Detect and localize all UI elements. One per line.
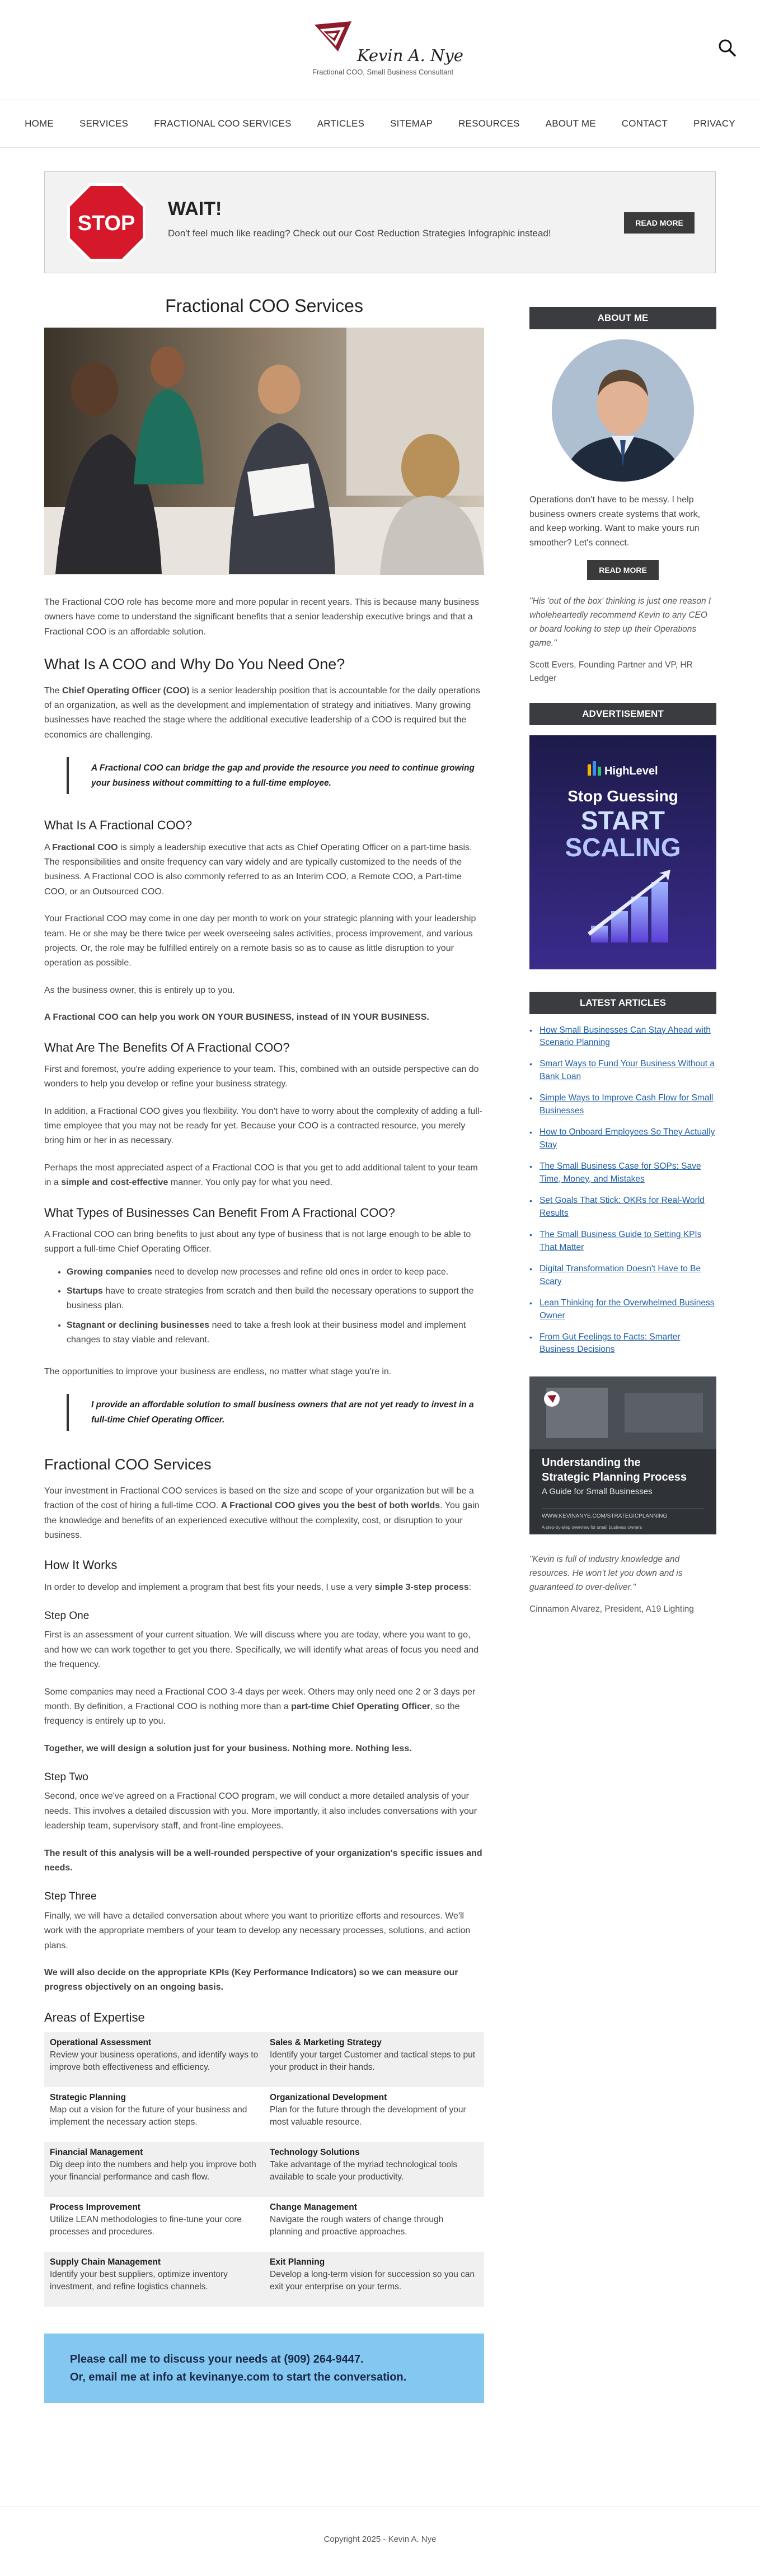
main-content [44, 291, 484, 2403]
area-item: Financial Management Dig deep into the numbers and help you improve both your financial performance and cash flow. [44, 2142, 264, 2197]
list-item [529, 1058, 716, 1083]
highlevel-advertisement[interactable] [529, 735, 716, 969]
testimonial-author: Cinnamon Alvarez, President, A19 Lighting [529, 1604, 694, 1614]
article-link[interactable]: Set Goals That Stick: OKRs for Real-World Results [539, 1196, 705, 1218]
step-three-paragraph: Finally, we will have a detailed conversation about where you want to prioritize efforts and resources. We'll work with the appropriate members of your team to develop any necessary processes, solutions, and action plans. [44, 1911, 471, 1950]
logo-name: Kevin A. Nye [357, 46, 463, 65]
area-item: Exit Planning Develop a long-term vision for succession so you can exit your enterprise on your terms. [264, 2252, 484, 2307]
area-item: Organizational Development Plan for the future through the development of your most valuable resource. [270, 2093, 466, 2127]
article-link[interactable]: The Small Business Guide to Setting KPIs That Matter [539, 1230, 702, 1252]
heading-step-one: Step One [44, 1610, 90, 1622]
nav-articles[interactable]: ARTICLES [317, 118, 365, 129]
nav-privacy[interactable]: PRIVACY [693, 118, 735, 129]
promo-url: WWW.KEVINANYE.COM/STRATEGICPLANNING [542, 1513, 668, 1519]
nav-about-me[interactable]: ABOUT ME [545, 118, 596, 129]
bullet-icon: • [529, 1230, 532, 1240]
list-item [529, 1126, 716, 1151]
wait-read-more-button[interactable]: READ MORE [624, 212, 695, 234]
areas-of-expertise-grid [44, 2032, 484, 2307]
bullet-icon: • [529, 1332, 532, 1342]
services-paragraph: Your investment in Fractional COO services is based on the size and scope of your organization but will be a fraction of the cost of hiring a full-time COO. A Fractional COO gives you the best of both worlds. You gain the knowledge and benefits of an experienced executive without the complexity, cost, or disruption to your business. [44, 1486, 480, 1540]
latest-articles-list [529, 1024, 716, 1356]
wait-text: Don't feel much like reading? Check out our Cost Reduction Strategies Infographic instead! [168, 228, 551, 239]
heading-services: Fractional COO Services [44, 1456, 212, 1473]
benefits-paragraph-1: First and foremost, you're adding experience to your team. This, combined with an outside perspective can do wonders to help you develop or refine your business strategy. [44, 1064, 479, 1089]
nav-services[interactable]: SERVICES [79, 118, 129, 129]
wait-title: WAIT! [168, 198, 222, 220]
list-item: • Growing companies need to develop new processes and refine old ones in order to keep pace. [67, 1265, 484, 1280]
promo-small-text: A step-by-step overview for small business owners [542, 1524, 642, 1530]
nav-home[interactable]: HOME [25, 118, 54, 129]
area-item: Supply Chain Management Identify your best suppliers, optimize inventory investment, and refine logistics channels. [44, 2252, 264, 2307]
avatar [552, 339, 694, 482]
page-title: Fractional COO Services [165, 296, 363, 316]
area-item: Technology Solutions Take advantage of the myriad technological tools available to scale your productivity. [264, 2142, 484, 2197]
coo-paragraph: The Chief Operating Officer (COO) is a senior leadership position that is accountable for the daily operations of an organization, as well as the development and implementation of strategy and initiatives. Many growing businesses have reached the stage where the additional executive leadership of a COO is required but the economics are challenging. [44, 685, 481, 740]
area-item: Strategic Planning Map out a vision for the future of your business and implement the necessary action steps. [50, 2093, 247, 2127]
business-types-paragraph-2: The opportunities to improve your business are endless, no matter what stage you're in. [44, 1366, 392, 1376]
promo-subtitle: A Guide for Small Businesses [542, 1486, 653, 1496]
stop-sign-text: STOP [77, 212, 135, 235]
list-item [529, 1092, 716, 1117]
list-item: • Stagnant or declining businesses need to take a fresh look at their business model and implement changes to stay viable and relevant. [67, 1318, 484, 1348]
heading-what-is-coo: What Is A COO and Why Do You Need One? [44, 655, 345, 673]
site-header [0, 0, 760, 100]
quote-bridge-gap: A Fractional COO can bridge the gap and provide the resource you need to continue growing your business without committing to a full-time employee. [67, 757, 484, 794]
logo-mark-icon [312, 19, 363, 64]
how-it-works-paragraph: In order to develop and implement a program that best fits your needs, I use a very simple 3-step process: [44, 1582, 472, 1592]
testimonial-author: Scott Evers, Founding Partner and VP, HR Ledger [529, 660, 693, 684]
advertisement-widget-title: ADVERTISEMENT [529, 703, 716, 725]
bullet-icon: • [529, 1060, 532, 1069]
list-item [529, 1024, 716, 1049]
list-item [529, 1229, 716, 1254]
site-footer [0, 2507, 760, 2576]
bullet-icon: • [529, 1094, 532, 1103]
ad-line2: START [581, 806, 665, 836]
article-link[interactable]: Lean Thinking for the Overwhelmed Business Owner [539, 1298, 715, 1320]
fractional-coo-paragraph-2: Your Fractional COO may come in one day per month to work on your strategic planning with your leadership team. He or she may be there twice per week overseeing sales activities, process improvement, and various projects. Or, the role may be fulfilled entirely on a remote basis so as to cause as little disruption to your operation as possible. [44, 914, 476, 968]
testimonial-quote: "Kevin is full of industry knowledge and resources. He won't let you down and is guaranteed to over-deliver." [529, 1555, 683, 1592]
list-item: • Startups have to create strategies from scratch and then build the necessary operations to support the business plan. [67, 1284, 484, 1314]
step-one-paragraph-3: Together, we will design a solution just for your business. Nothing more. Nothing less. [44, 1743, 412, 1753]
article-link[interactable]: Simple Ways to Improve Cash Flow for Small Businesses [539, 1093, 714, 1116]
benefits-paragraph-2: In addition, a Fractional COO gives you flexibility. You don't have to worry about the complexity of adding a full-time employee that you may not be ready for yet. Because your COO is a contracted resource, you merely bring him or her in as necessary. [44, 1106, 482, 1146]
nav-sitemap[interactable]: SITEMAP [390, 118, 433, 129]
article-link[interactable]: Smart Ways to Fund Your Business Without a Bank Loan [539, 1059, 715, 1081]
ad-line3: SCALING [565, 833, 681, 862]
promo-title-1: Understanding the [542, 1456, 641, 1469]
heading-areas-of-expertise: Areas of Expertise [44, 2010, 145, 2024]
wait-banner [44, 171, 716, 273]
fractional-coo-paragraph-3: As the business owner, this is entirely up to you. [44, 985, 235, 995]
hero-meeting-image [44, 328, 484, 575]
heading-what-is-fractional-coo: What Is A Fractional COO? [44, 818, 193, 833]
fractional-coo-paragraph-4: A Fractional COO can help you work ON YOUR BUSINESS, instead of IN YOUR BUSINESS. [44, 1012, 429, 1023]
step-two-paragraph: Second, once we've agreed on a Fractional COO program, we will conduct a more detailed analysis of your needs. This involves a detailed discussion with you. More importantly, it also includes conversations with your leadership team, supervisory staff, and front-line employees. [44, 1791, 477, 1831]
article-link[interactable]: How Small Businesses Can Stay Ahead with Scenario Planning [539, 1025, 711, 1048]
logo-tagline: Fractional COO, Small Business Consultant [312, 68, 454, 76]
bullet-icon: • [529, 1162, 532, 1172]
cta-email[interactable]: Or, email me at info at kevinanye.com to start the conversation. [70, 2371, 407, 2383]
about-me-text: Operations don't have to be messy. I help business owners create systems that work, and keep working. Want to make yours run smoother? Let's connect. [529, 495, 701, 548]
main-navigation [0, 100, 760, 148]
business-types-paragraph: A Fractional COO can bring benefits to just about any type of business that is not large enough to be able to support a full-time Chief Operating Officer. [44, 1229, 471, 1254]
search-icon[interactable] [717, 38, 736, 57]
copyright: Copyright 2025 - Kevin A. Nye [323, 2535, 437, 2544]
step-one-paragraph: First is an assessment of your current situation. We will discuss where you are today, where you want to go, and how we can work together to get you there. Specifically, we will identify what areas of focus you need and the frequency. [44, 1630, 479, 1670]
area-item: Process Improvement Utilize LEAN methodologies to fine-tune your core processes and procedures. [50, 2202, 242, 2237]
heading-benefits: What Are The Benefits Of A Fractional COO? [44, 1040, 290, 1054]
nav-resources[interactable]: RESOURCES [458, 118, 520, 129]
list-item [529, 1331, 716, 1356]
testimonial-quote: "His 'out of the box' thinking is just one reason I wholeheartedly recommend Kevin to any CEO or board looking to step up their Operations game." [529, 596, 711, 648]
about-me-widget-title: ABOUT ME [529, 307, 716, 329]
bullet-icon: • [529, 1196, 532, 1206]
article-link[interactable]: From Gut Feelings to Facts: Smarter Business Decisions [539, 1332, 681, 1355]
heading-how-it-works: How It Works [44, 1558, 118, 1572]
about-read-more-button[interactable]: READ MORE [587, 560, 659, 580]
bullet-icon: • [529, 1264, 532, 1274]
benefits-paragraph-3: Perhaps the most appreciated aspect of a Fractional COO is that you get to add additional talent to your team in a simple and cost-effective manner. You only pay for what you need. [44, 1163, 478, 1188]
cta-phone[interactable]: Please call me to discuss your needs at (909) 264-9447. [70, 2353, 364, 2365]
latest-articles-widget-title: LATEST ARTICLES [529, 992, 716, 1014]
business-types-list [67, 1265, 484, 1348]
list-item [529, 1160, 716, 1186]
area-item: Sales & Marketing Strategy Identify your target Customer and tactical steps to put your product in their hands. [264, 2032, 484, 2087]
quote-affordable-solution: I provide an affordable solution to small business owners that are not yet ready to invest in a full-time Chief Operating Officer. [67, 1394, 484, 1431]
bullet-icon: • [529, 1025, 532, 1035]
bullet-icon: • [529, 1299, 532, 1308]
step-two-paragraph-2: The result of this analysis will be a well-rounded perspective of your organization's specific issues and needs. [44, 1848, 482, 1873]
article-link[interactable]: The Small Business Case for SOPs: Save Time, Money, and Mistakes [539, 1161, 701, 1184]
nav-fractional-coo-services[interactable]: FRACTIONAL COO SERVICES [154, 118, 292, 129]
stop-sign-icon [66, 182, 147, 263]
fractional-coo-paragraph: A Fractional COO is simply a leadership executive that acts as Chief Operating Officer on a part-time basis. The responsibilities and onsite frequency can vary widely and are typically customized to the needs of the business. A Fractional COO is also commonly referred to as an Interim COO, a Remote COO, a Part-time COO, or an Outsourced COO. [44, 842, 472, 897]
list-item [529, 1263, 716, 1288]
ad-line1: Stop Guessing [567, 787, 678, 805]
ad-brand: HighLevel [604, 765, 658, 778]
site-logo[interactable] [312, 19, 463, 82]
heading-step-three: Step Three [44, 1891, 97, 1903]
logo-mark-icon [544, 1391, 560, 1407]
step-three-paragraph-2: We will also decide on the appropriate KPIs (Key Performance Indicators) so we can measure our progress objectively on an ongoing basis. [44, 1967, 458, 1992]
article-link[interactable]: How to Onboard Employees So They Actually Stay [539, 1127, 715, 1150]
strategic-planning-promo[interactable] [529, 1376, 716, 1534]
step-one-paragraph-2: Some companies may need a Fractional COO 3-4 days per week. Others may only need one 2 or 3 days per month. By definition, a Fractional COO is nothing more than a part-time Chief Operating Officer, so the frequency is entirely up to you. [44, 1687, 476, 1726]
bullet-icon: • [529, 1128, 532, 1137]
promo-title-2: Strategic Planning Process [542, 1471, 687, 1483]
sidebar [529, 307, 716, 1634]
article-link[interactable]: Digital Transformation Doesn't Have to Be Scary [539, 1264, 701, 1286]
area-item: Operational Assessment Review your business operations, and identify ways to improve both effectiveness and efficiency. [44, 2032, 264, 2087]
intro-paragraph: The Fractional COO role has become more and more popular in recent years. This is because many business owners have come to understand the significant benefits that a senior leadership executive brings and that a Fractional COO is an affordable solution. [44, 597, 479, 637]
avatar-portrait [552, 339, 694, 482]
list-item [529, 1194, 716, 1220]
area-item: Change Management Navigate the rough waters of change through planning and proactive approaches. [270, 2202, 444, 2237]
hero-image-illustration [44, 328, 484, 575]
heading-step-two: Step Two [44, 1771, 88, 1784]
heading-business-types: What Types of Businesses Can Benefit From A Fractional COO? [44, 1205, 395, 1220]
contact-cta-box [44, 2334, 484, 2403]
list-item [529, 1297, 716, 1322]
nav-contact[interactable]: CONTACT [621, 118, 668, 129]
